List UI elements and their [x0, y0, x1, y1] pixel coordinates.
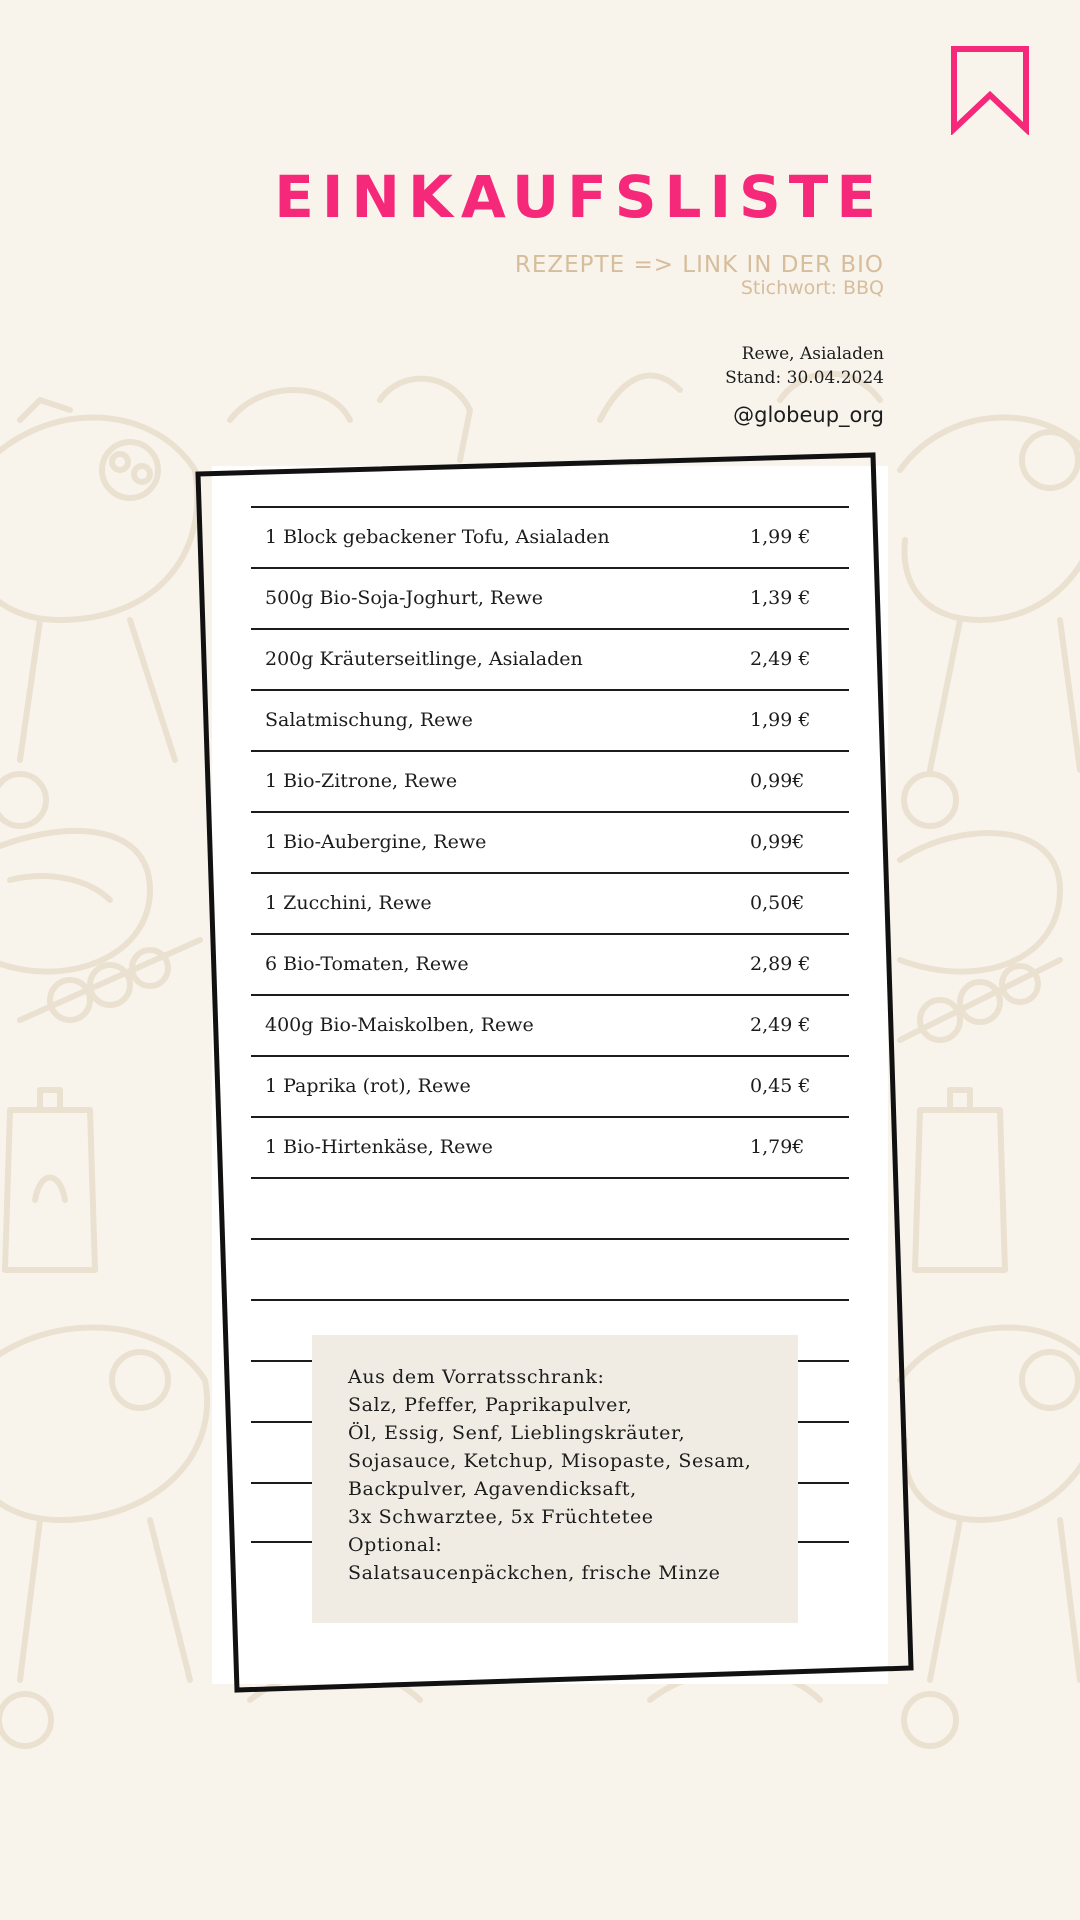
list-item [251, 811, 849, 872]
page-title: EINKAUFSLISTE [274, 163, 884, 231]
empty-row [251, 1238, 849, 1299]
item-name: 1 Bio-Hirtenkäse, Rewe [265, 1136, 493, 1158]
item-name: 400g Bio-Maiskolben, Rewe [265, 1014, 534, 1036]
list-item [251, 567, 849, 628]
note-line: Öl, Essig, Senf, Lieblingskräuter, [348, 1422, 686, 1444]
item-price: 1,99 € [750, 526, 811, 548]
note-line: Sojasauce, Ketchup, Misopaste, Sesam, [348, 1450, 752, 1472]
empty-row [251, 1177, 849, 1238]
item-name: 1 Bio-Zitrone, Rewe [265, 770, 458, 792]
item-name: 6 Bio-Tomaten, Rewe [265, 953, 469, 975]
bookmark-icon[interactable] [950, 45, 1030, 135]
note-line: Salatsaucenpäckchen, frische Minze [348, 1562, 721, 1584]
item-name: 200g Kräuterseitlinge, Asialaden [265, 648, 583, 670]
note-line: Salz, Pfeffer, Paprikapulver, [348, 1394, 633, 1416]
recipe-link-hint: REZEPTE => LINK IN DER BIO [514, 252, 884, 278]
item-price: 0,99€ [750, 831, 805, 853]
item-price: 0,50€ [750, 892, 805, 914]
item-price: 1,99 € [750, 709, 811, 731]
note-line: Optional: [348, 1534, 443, 1556]
keyword-text: Stichwort: BBQ [740, 277, 884, 299]
item-price: 1,79€ [750, 1136, 805, 1158]
note-line: 3x Schwarztee, 5x Früchtetee [348, 1506, 654, 1528]
list-item [251, 628, 849, 689]
item-price: 0,45 € [750, 1075, 811, 1097]
list-item [251, 1055, 849, 1116]
item-name: 1 Bio-Aubergine, Rewe [265, 831, 487, 853]
item-name: Salatmischung, Rewe [265, 709, 473, 731]
pantry-note [312, 1335, 798, 1623]
list-item [251, 872, 849, 933]
item-name: 500g Bio-Soja-Joghurt, Rewe [265, 587, 544, 609]
note-line: Aus dem Vorratsschrank: [348, 1366, 605, 1388]
item-price: 1,39 € [750, 587, 811, 609]
list-item [251, 994, 849, 1055]
list-item [251, 689, 849, 750]
list-item [251, 750, 849, 811]
date-text: Stand: 30.04.2024 [725, 368, 884, 388]
list-item [251, 1116, 849, 1177]
item-name: 1 Zucchini, Rewe [265, 892, 432, 914]
item-price: 2,49 € [750, 1014, 811, 1036]
list-item [251, 933, 849, 994]
stores-text: Rewe, Asialaden [741, 344, 884, 364]
item-price: 2,89 € [750, 953, 811, 975]
social-handle: @globeup_org [733, 403, 884, 427]
list-item [251, 506, 849, 567]
item-price: 0,99€ [750, 770, 805, 792]
item-price: 2,49 € [750, 648, 811, 670]
note-line: Backpulver, Agavendicksaft, [348, 1478, 637, 1500]
item-name: 1 Block gebackener Tofu, Asialaden [265, 526, 610, 548]
item-name: 1 Paprika (rot), Rewe [265, 1075, 471, 1097]
